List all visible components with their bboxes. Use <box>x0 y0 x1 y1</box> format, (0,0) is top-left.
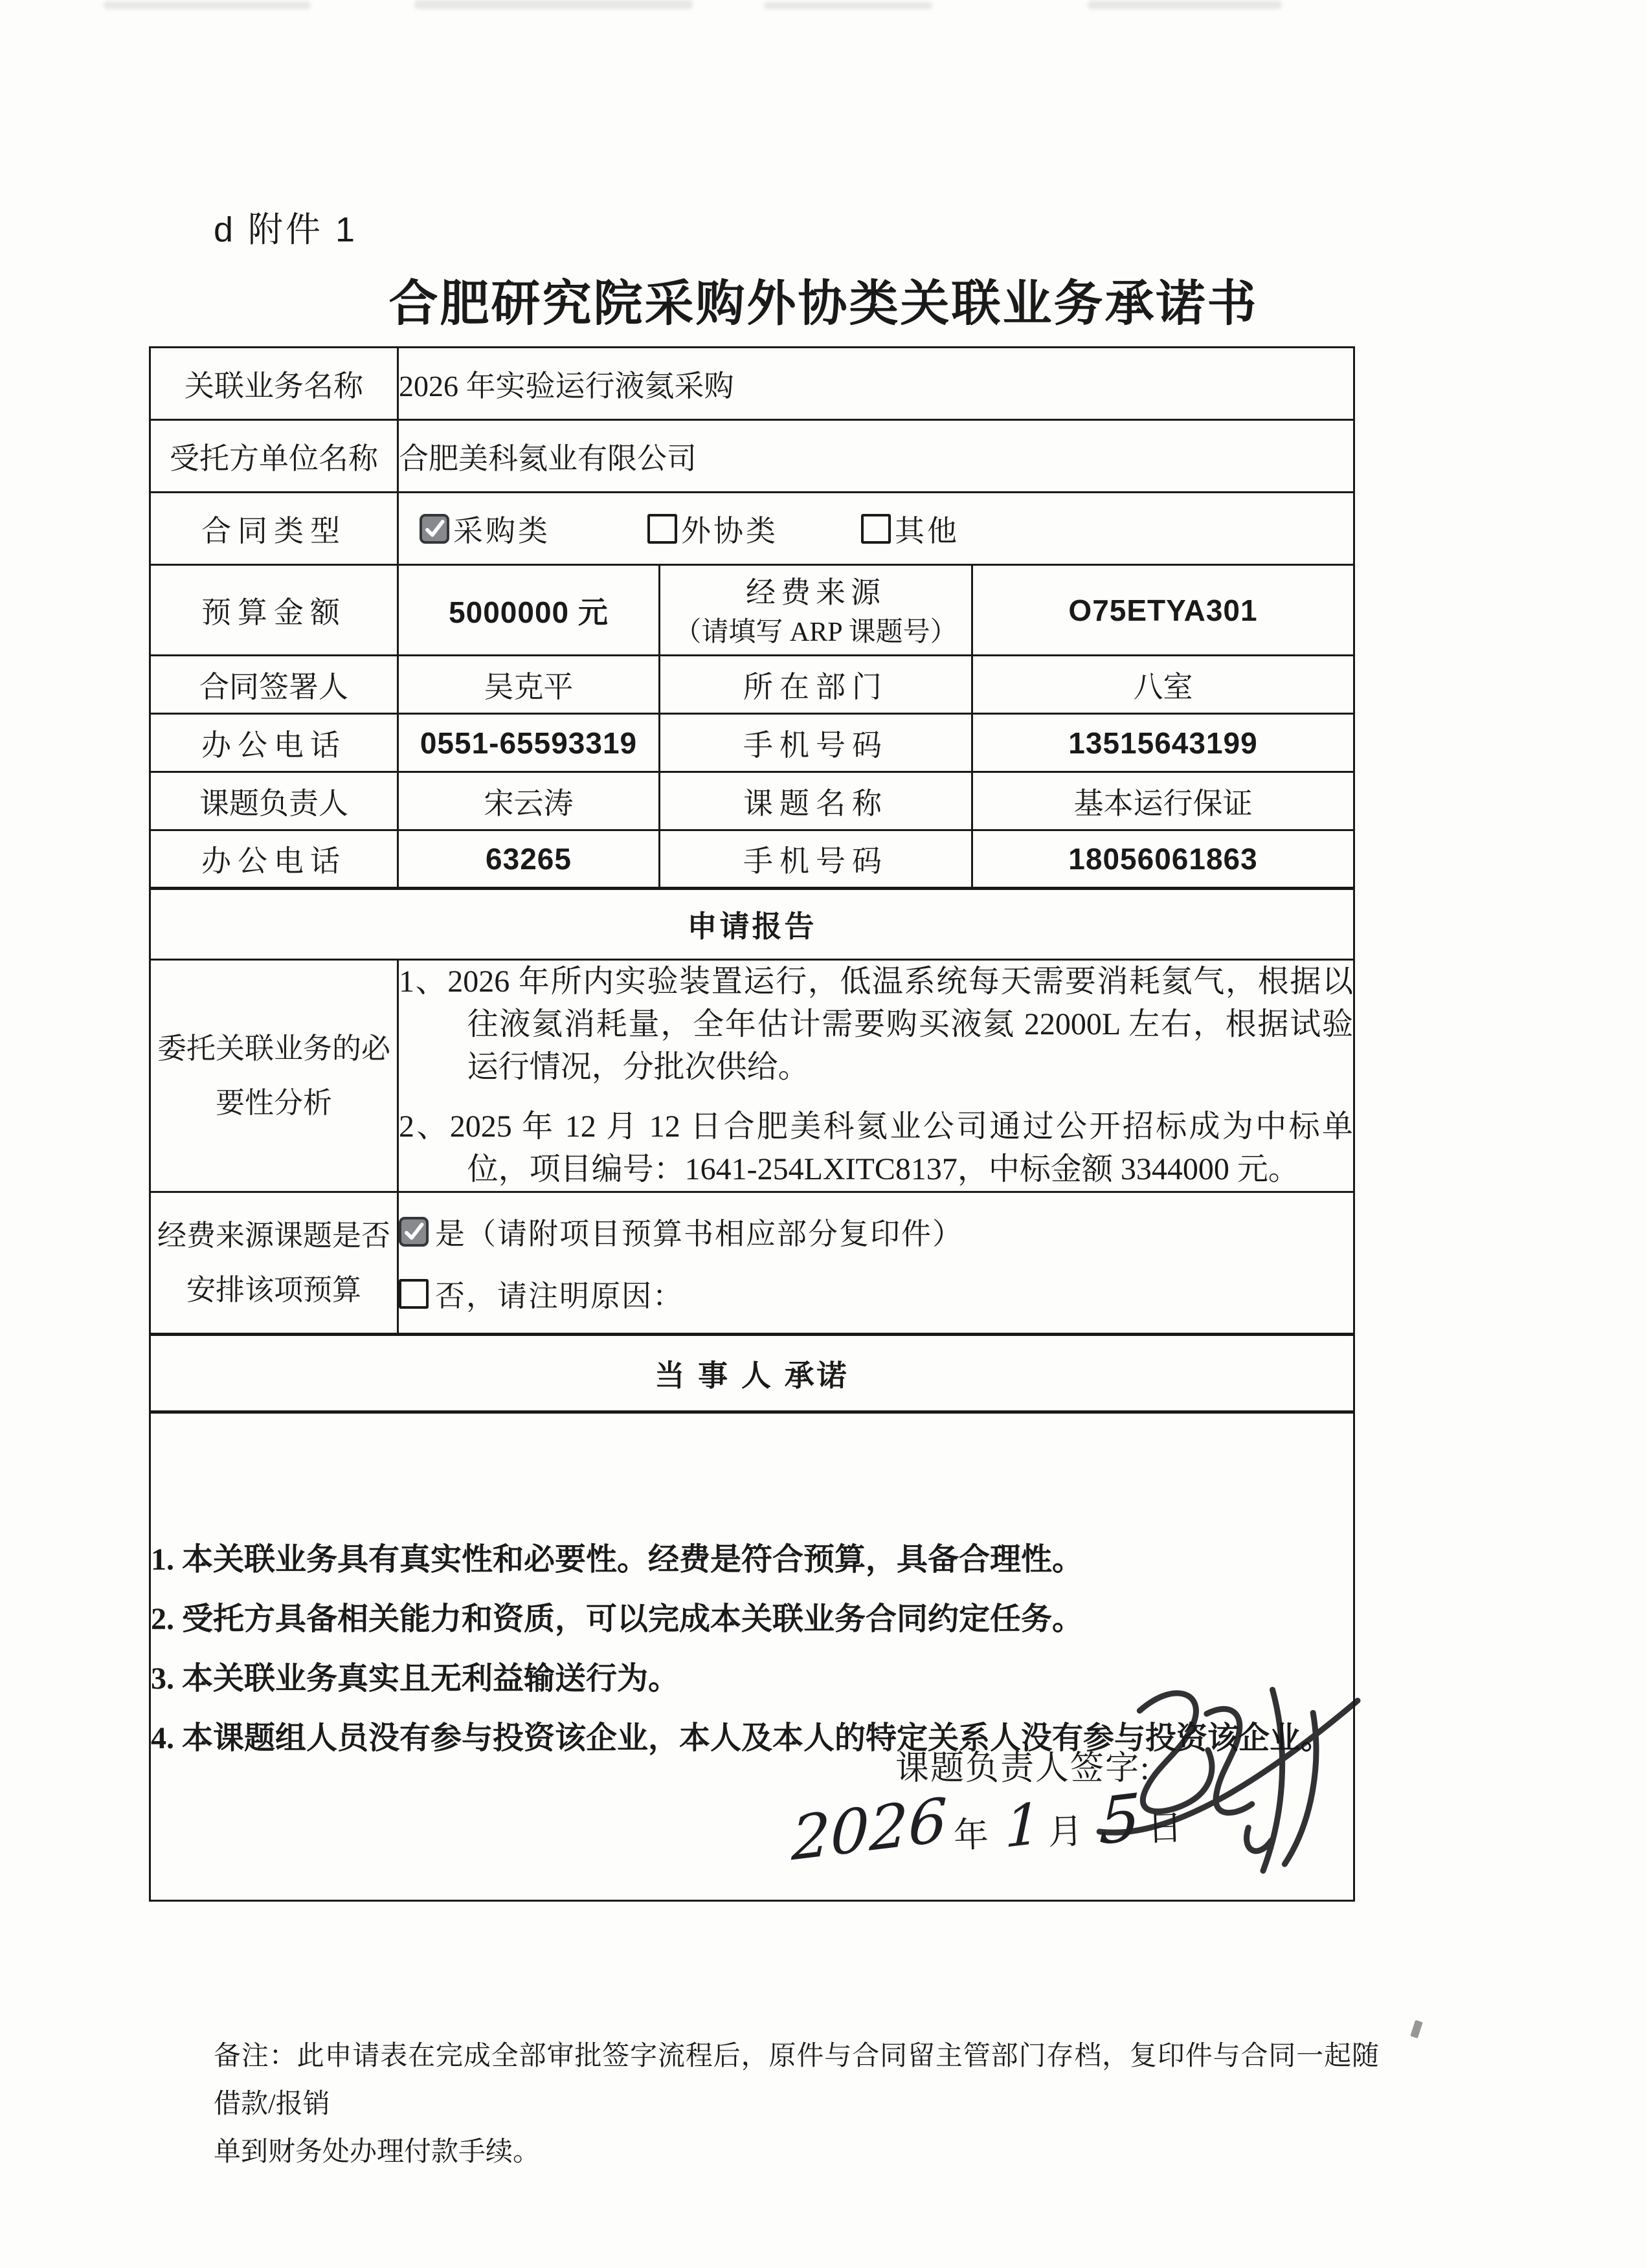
budget-arranged-yes-label: 是（请附项目预算书相应部分复印件） <box>435 1217 963 1251</box>
option-outsourcing-label: 外协类 <box>681 514 778 548</box>
necessity-label: 委托关联业务的必要性分析 <box>150 960 398 1192</box>
day-char: 日 <box>1147 1808 1183 1849</box>
budget-value: 5000000 元 <box>398 565 660 656</box>
checkbox-outsourcing[interactable] <box>647 514 677 544</box>
signature-date <box>790 1779 1200 1875</box>
check-icon <box>401 1219 426 1244</box>
department-label: 所在部门 <box>660 656 972 714</box>
scan-artifact <box>764 2 932 9</box>
business-name-value: 2026 年实验运行液氦采购 <box>398 348 1354 420</box>
attachment-label: d 附件 1 <box>214 210 358 249</box>
commitment-item-2: 2. 受托方具备相关能力和资质，可以完成本关联业务合同约定任务。 <box>151 1601 1084 1636</box>
necessity-paragraph-1: 1、2026 年所内实验装置运行，低温系统每天需要消耗氦气，根据以往液氦消耗量，全年估计需要购买液氦 22000L 左右，根据试验运行情况，分批次供给。 <box>399 964 1353 1084</box>
budget-arranged-no <box>399 1273 1353 1315</box>
row-necessity <box>150 960 1354 1192</box>
contract-signer-value: 吴克平 <box>398 656 660 714</box>
footer-note-line2: 单到财务处办理付款手续。 <box>214 2137 541 2167</box>
commitment-item-4: 4. 本课题组人员没有参与投资该企业，本人及本人的特定关系人没有参与投资该企业。 <box>151 1720 1332 1755</box>
budget-arranged-label: 经费来源课题是否安排该项预算 <box>150 1192 398 1335</box>
funding-source-label <box>660 565 972 656</box>
project-leader-label: 课题负责人 <box>150 772 398 830</box>
commitment-item-3: 3. 本关联业务真实且无利益输送行为。 <box>151 1661 680 1696</box>
row-commitment-header <box>150 1335 1354 1412</box>
office-phone-signer-value: 0551-65593319 <box>398 714 660 772</box>
office-phone-leader-label: 办公电话 <box>150 830 398 889</box>
checkbox-other[interactable] <box>861 514 891 544</box>
budget-arranged-yes <box>399 1210 1353 1253</box>
check-icon <box>422 517 447 541</box>
checkbox-yes[interactable] <box>399 1217 429 1247</box>
mobile-leader-value: 18056061863 <box>972 830 1354 889</box>
row-office-phone-leader <box>150 830 1354 889</box>
commitments-cell <box>150 1412 1354 1901</box>
mobile-leader-label: 手机号码 <box>660 830 972 889</box>
option-other-label: 其他 <box>895 514 959 548</box>
trustee-label: 受托方单位名称 <box>150 420 398 493</box>
row-budget <box>150 565 1354 656</box>
scan-artifact <box>104 1 311 9</box>
scan-artifact <box>1088 1 1282 9</box>
row-contract-type <box>150 493 1354 565</box>
mobile-signer-value: 13515643199 <box>972 714 1354 772</box>
row-budget-arranged <box>150 1192 1354 1335</box>
handwritten-month: 1 <box>1004 1790 1042 1861</box>
checkbox-purchase[interactable] <box>420 514 449 544</box>
commitment-header: 当 事 人 承诺 <box>150 1335 1354 1412</box>
office-phone-signer-label: 办公电话 <box>150 714 398 772</box>
necessity-paragraph-2: 2、2025 年 12 月 12 日合肥美科氦业公司通过公开招标成为中标单位，项目编号：1641-254LXITC8137，中标金额 3344000 元。 <box>399 1109 1353 1186</box>
necessity-analysis <box>398 960 1354 1192</box>
checkbox-no[interactable] <box>399 1279 429 1309</box>
option-other <box>861 507 959 550</box>
project-name-value: 基本运行保证 <box>972 772 1354 830</box>
funding-source-label-line2: （请填写 ARP 课题号） <box>674 617 958 647</box>
page-title: 合肥研究院采购外协类关联业务承诺书 <box>388 276 1259 331</box>
application-report-header: 申请报告 <box>150 889 1354 960</box>
department-value: 八室 <box>972 656 1354 714</box>
row-project-leader <box>150 772 1354 830</box>
year-char: 年 <box>952 1815 989 1856</box>
trustee-value: 合肥美科氦业有限公司 <box>398 420 1354 493</box>
contract-signer-label: 合同签署人 <box>150 656 398 714</box>
handwritten-year: 2026 <box>790 1785 948 1875</box>
row-office-phone-signer <box>150 714 1354 772</box>
funding-source-value: O75ETYA301 <box>972 565 1354 656</box>
scan-artifact <box>414 0 693 9</box>
row-trustee <box>150 420 1354 493</box>
commitment-item-1: 1. 本关联业务具有真实性和必要性。经费是符合预算，具备合理性。 <box>151 1542 1084 1577</box>
row-commitments <box>150 1412 1354 1901</box>
funding-source-label-line1: 经费来源 <box>746 575 886 609</box>
row-contract-signer <box>150 656 1354 714</box>
budget-arranged-no-label: 否，请注明原因： <box>435 1280 684 1313</box>
budget-label: 预算金额 <box>150 565 398 656</box>
signature-label: 课题负责人签字: <box>895 1750 1151 1787</box>
option-outsourcing <box>647 507 778 550</box>
handwritten-day: 5 <box>1098 1779 1141 1860</box>
contract-type-label: 合同类型 <box>150 493 398 565</box>
option-purchase <box>420 507 550 550</box>
project-leader-value: 宋云涛 <box>398 772 660 830</box>
option-purchase-label: 采购类 <box>453 514 550 548</box>
project-name-label: 课题名称 <box>660 772 972 830</box>
contract-type-options <box>398 493 1354 565</box>
row-business-name <box>150 348 1354 420</box>
business-name-label: 关联业务名称 <box>150 348 398 420</box>
footer-note <box>214 2032 1379 2176</box>
mobile-signer-label: 手机号码 <box>660 714 972 772</box>
row-report-header <box>150 889 1354 960</box>
scan-artifact <box>1410 2020 1422 2038</box>
budget-arranged-options <box>398 1192 1354 1335</box>
form-table <box>149 346 1355 1902</box>
month-char: 月 <box>1047 1812 1084 1852</box>
footer-note-line1: 备注：此申请表在完成全部审批签字流程后，原件与合同留主管部门存档，复印件与合同一起随借款/报销 <box>214 2041 1379 2119</box>
office-phone-leader-value: 63265 <box>398 830 660 889</box>
